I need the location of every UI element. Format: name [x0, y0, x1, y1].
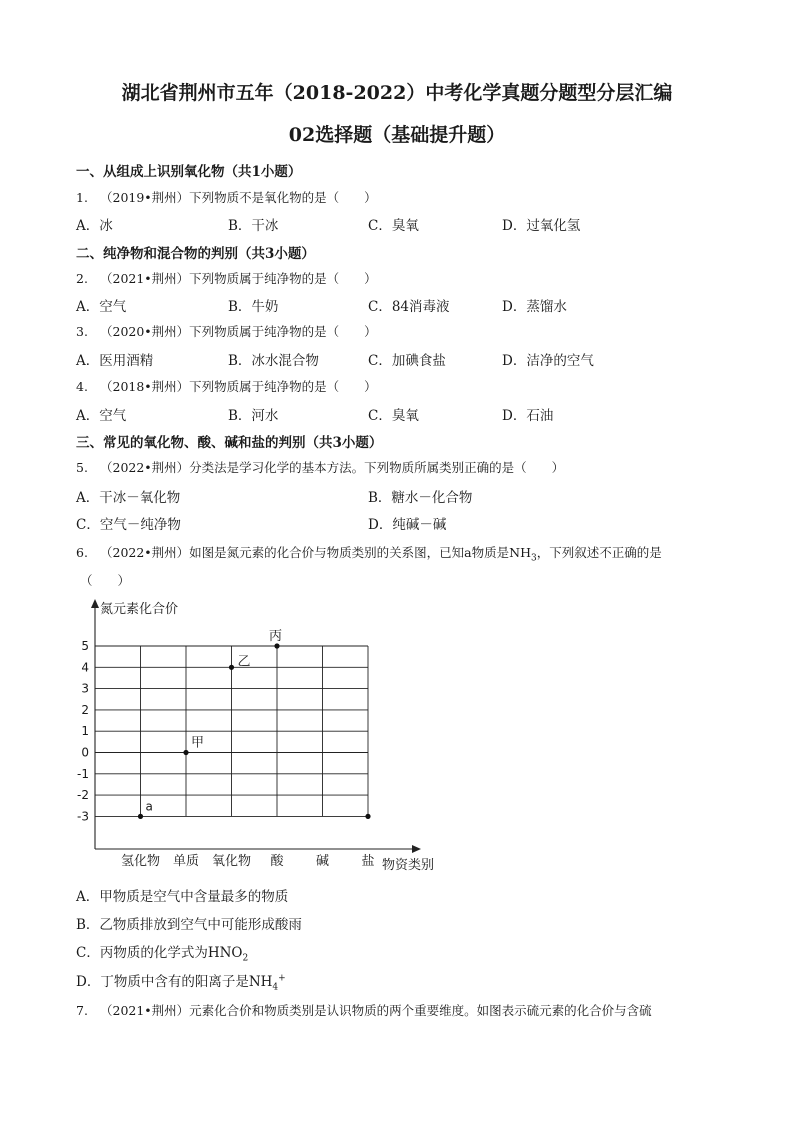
y-tick-labels	[77, 639, 89, 823]
question-text: （2020•荆州）下列物质属于纯净物的是（ ）	[100, 324, 377, 339]
x-tick-label: 氧化物	[211, 854, 252, 869]
y-tick-label: 4	[81, 660, 89, 675]
question-number: 6.	[76, 545, 88, 560]
subscript: 4	[272, 982, 279, 993]
option-b: B．干冰	[228, 218, 279, 234]
x-tick-label: 碱	[315, 854, 330, 869]
question-number: 2.	[76, 271, 88, 286]
option-c-text: C．丙物质的化学式为HNO	[76, 945, 243, 961]
data-point	[365, 814, 370, 819]
point-label: 甲	[191, 735, 205, 751]
option-c: C．臭氧	[368, 408, 419, 424]
option-c: C．臭氧	[368, 218, 419, 234]
answer-paren: （ ）	[80, 573, 131, 588]
y-axis-arrow	[91, 599, 99, 608]
x-axis-arrow	[412, 845, 421, 853]
y-tick-label: 5	[81, 639, 89, 653]
question-number: 7.	[76, 1003, 88, 1018]
section-heading-3: 三、常见的氧化物、酸、碱和盐的判别（共3小题）	[76, 435, 383, 451]
question-5	[76, 458, 564, 476]
question-number: 5.	[76, 460, 88, 475]
option-d: D．石油	[502, 408, 554, 424]
option-a: A．空气	[76, 299, 127, 315]
y-axis-label: 氮元素化合价	[100, 602, 179, 617]
section-heading-1: 一、从组成上识别氧化物（共1小题）	[76, 164, 302, 180]
option-b: B．糖水－化合物	[368, 490, 473, 506]
data-point	[138, 814, 143, 819]
question-number: 1.	[76, 190, 88, 205]
nitrogen-valence-chart	[70, 596, 470, 876]
question-6	[76, 543, 662, 564]
question-text: （2022•荆州）如图是氮元素的化合价与物质类别的关系图，已知a物质是NH	[100, 545, 531, 560]
x-tick-labels	[121, 853, 375, 869]
point-label: 丙	[269, 629, 283, 644]
option-b: B．冰水混合物	[228, 353, 319, 369]
question-2	[76, 269, 377, 287]
question-number: 4.	[76, 379, 88, 394]
section-heading-2: 二、纯净物和混合物的判别（共3小题）	[76, 246, 315, 262]
data-points	[138, 629, 371, 819]
option-b: B．牛奶	[228, 299, 279, 315]
question-text: （2021•荆州）元素化合价和物质类别是认识物质的两个重要维度。如图表示硫元素的化合价与含硫	[100, 1003, 652, 1018]
option-d: D．过氧化氢	[502, 218, 581, 234]
point-label: a	[145, 799, 153, 814]
y-tick-label: 0	[81, 745, 89, 760]
superscript: +	[278, 973, 286, 984]
data-point	[274, 643, 279, 648]
option-b: B．河水	[228, 408, 279, 424]
option-d: D．纯碱－碱	[368, 517, 447, 533]
question-text: （2022•荆州）分类法是学习化学的基本方法。下列物质所属类别正确的是（ ）	[100, 460, 565, 475]
option-c	[76, 941, 248, 964]
y-tick-label: 2	[81, 702, 89, 717]
option-c: C．空气－纯净物	[76, 517, 181, 533]
x-tick-label: 单质	[172, 854, 200, 869]
option-a: A．空气	[76, 408, 127, 424]
option-d	[76, 970, 286, 993]
chart-grid	[95, 646, 368, 816]
y-tick-label: 1	[81, 724, 89, 739]
question-text: （2018•荆州）下列物质属于纯净物的是（ ）	[100, 379, 377, 394]
y-tick-label: -3	[77, 809, 89, 824]
option-c: C．84消毒液	[368, 299, 450, 315]
question-text-end: ，下列叙述不正确的是	[536, 545, 662, 560]
x-axis-label: 物资类别	[382, 858, 435, 873]
question-text: （2019•荆州）下列物质不是氧化物的是（ ）	[100, 190, 377, 205]
question-text: （2021•荆州）下列物质属于纯净物的是（ ）	[100, 271, 377, 286]
x-tick-label: 氢化物	[120, 854, 161, 869]
question-4	[76, 377, 377, 395]
data-point	[183, 750, 188, 755]
option-a: A．甲物质是空气中含量最多的物质	[76, 889, 289, 905]
x-tick-label: 盐	[361, 854, 375, 869]
option-a: A．干冰－氧化物	[76, 490, 181, 506]
option-d: D．洁净的空气	[502, 353, 594, 369]
question-7	[76, 1001, 652, 1019]
data-point	[229, 665, 234, 670]
option-d: D．蒸馏水	[502, 299, 567, 315]
doc-subtitle: 02选择题（基础提升题）	[288, 124, 506, 146]
option-c: C．加碘食盐	[368, 353, 446, 369]
option-b: B．乙物质排放到空气中可能形成酸雨	[76, 917, 302, 933]
subscript: 2	[242, 953, 249, 964]
doc-title: 湖北省荆州市五年（2018-2022）中考化学真题分题型分层汇编	[121, 82, 673, 104]
question-number: 3.	[76, 324, 88, 339]
subscript: 3	[530, 553, 537, 564]
y-tick-label: -1	[77, 766, 89, 781]
question-1	[76, 188, 377, 206]
option-a: A．冰	[76, 218, 113, 234]
y-tick-label: 3	[81, 681, 89, 696]
option-d-text: D．丁物质中含有的阳离子是NH	[76, 974, 273, 990]
y-tick-label: -2	[77, 788, 89, 803]
question-3	[76, 322, 377, 340]
option-a: A．医用酒精	[76, 353, 154, 369]
x-tick-label: 酸	[270, 854, 284, 869]
point-label: 乙	[237, 654, 251, 670]
